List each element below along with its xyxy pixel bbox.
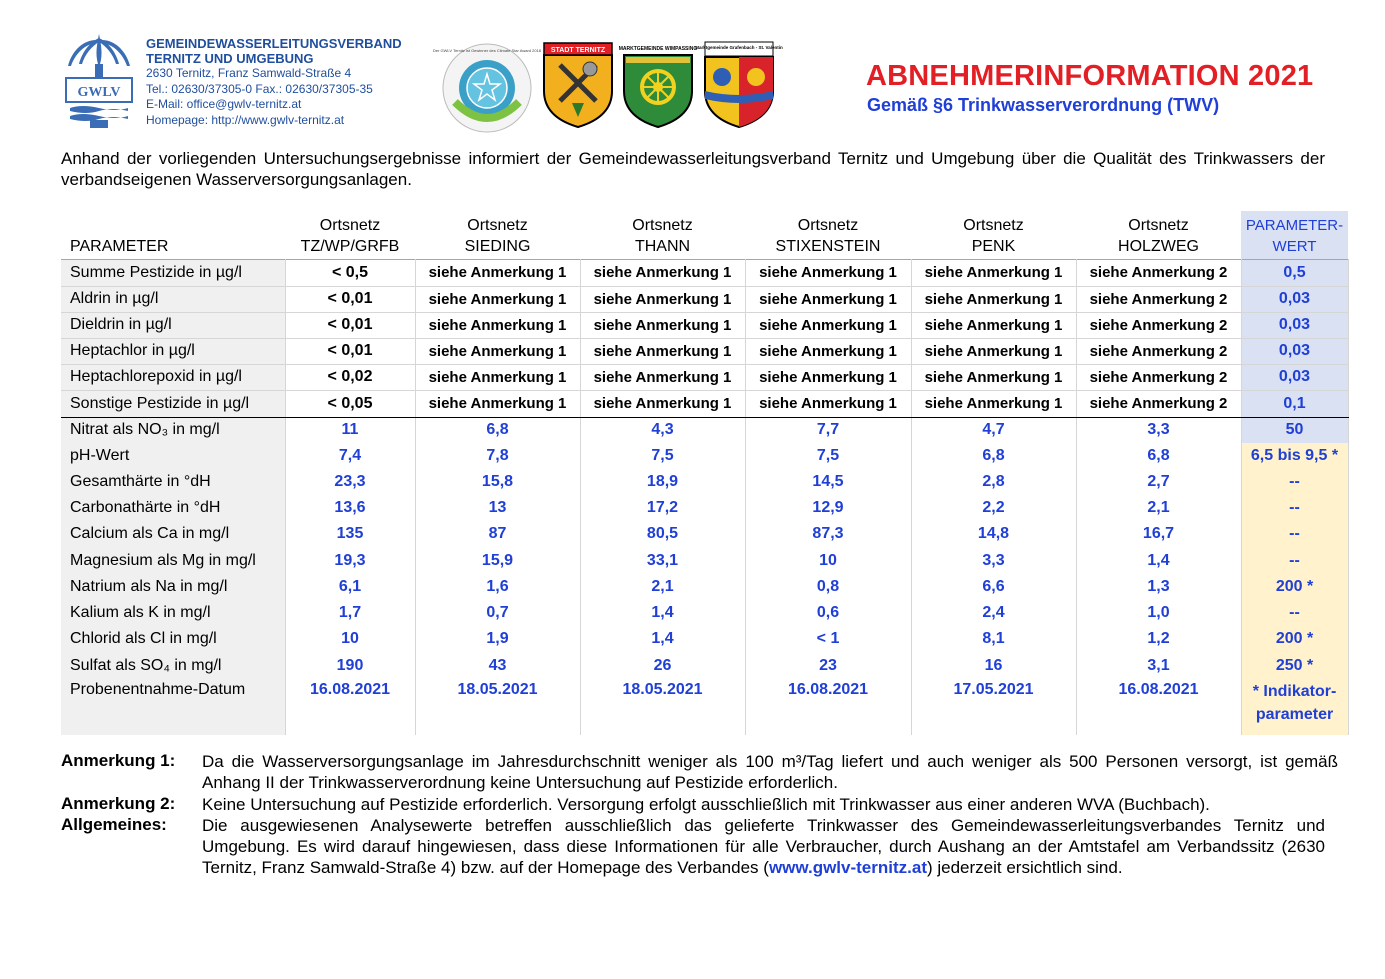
value-cell: 18,9: [580, 469, 745, 495]
value-cell: siehe Anmerkung 1: [745, 390, 911, 417]
page-subtitle: Gemäß §6 Trinkwasserverordnung (TWV): [867, 95, 1220, 115]
value-cell: 11: [285, 417, 415, 443]
value-cell: 17.05.2021: [911, 679, 1076, 735]
parameter-value-cell: --: [1241, 469, 1348, 495]
table-row: [61, 600, 1348, 626]
value-cell: 7,8: [415, 443, 580, 469]
org-address: 2630 Ternitz, Franz Samwald-Straße 4: [146, 66, 352, 80]
value-cell: < 0,05: [285, 390, 415, 417]
parameter-name: Chlorid als Cl in mg/l: [61, 626, 285, 652]
value-cell: 80,5: [580, 521, 745, 547]
parameter-name: Probenentnahme-Datum: [61, 679, 285, 735]
value-cell: siehe Anmerkung 1: [415, 390, 580, 417]
value-cell: siehe Anmerkung 1: [580, 338, 745, 364]
value-cell: 7,7: [745, 417, 911, 443]
value-cell: 16.08.2021: [745, 679, 911, 735]
value-cell: 14,5: [745, 469, 911, 495]
parameter-name: Nitrat als NO₃ in mg/l: [61, 417, 285, 443]
parameter-name: Sonstige Pestizide in µg/l: [61, 390, 285, 417]
table-row: [61, 679, 1348, 735]
value-cell: 15,9: [415, 547, 580, 574]
value-cell: siehe Anmerkung 1: [415, 312, 580, 338]
wimpassing-crest: [618, 41, 698, 129]
value-cell: 7,5: [580, 443, 745, 469]
parameter-name: Dieldrin in µg/l: [61, 312, 285, 338]
value-cell: 4,3: [580, 417, 745, 443]
value-cell: siehe Anmerkung 1: [745, 286, 911, 312]
value-cell: 13: [415, 495, 580, 521]
value-cell: siehe Anmerkung 2: [1076, 364, 1241, 390]
value-cell: siehe Anmerkung 2: [1076, 259, 1241, 286]
value-cell: 26: [580, 652, 745, 679]
value-cell: < 0,01: [285, 338, 415, 364]
homepage-link[interactable]: www.gwlv-ternitz.at: [768, 858, 927, 877]
value-cell: 6,8: [415, 417, 580, 443]
value-cell: < 0,01: [285, 286, 415, 312]
value-cell: 1,0: [1076, 600, 1241, 626]
parameter-value-cell: 0,03: [1241, 364, 1348, 390]
value-cell: siehe Anmerkung 1: [580, 286, 745, 312]
parameter-value-cell: 0,5: [1241, 259, 1348, 286]
table-row: [61, 443, 1348, 469]
crest-2-label: MARKTGEMEINDE WIMPASSING: [618, 46, 698, 52]
badge-text: Der GWLV Ternitz ist Gewinner des Climate Star Award 2018: [432, 48, 542, 53]
value-cell: siehe Anmerkung 1: [911, 390, 1076, 417]
value-cell: < 1: [745, 626, 911, 652]
value-cell: 12,9: [745, 495, 911, 521]
parameter-name: Heptachlor in µg/l: [61, 338, 285, 364]
value-cell: siehe Anmerkung 1: [911, 338, 1076, 364]
value-cell: siehe Anmerkung 1: [580, 390, 745, 417]
parameter-header: PARAMETER: [70, 237, 169, 255]
value-cell: 1,4: [580, 626, 745, 652]
value-cell: siehe Anmerkung 1: [415, 259, 580, 286]
value-cell: < 0,5: [285, 259, 415, 286]
value-cell: 6,1: [285, 574, 415, 600]
value-cell: 1,3: [1076, 574, 1241, 600]
parameter-value-cell: 200 *: [1241, 574, 1348, 600]
value-cell: 19,3: [285, 547, 415, 574]
crest-3-label: Marktgemeinde Grafenbach - St. Valentin: [695, 45, 783, 50]
value-cell: 1,4: [580, 600, 745, 626]
value-cell: 2,2: [911, 495, 1076, 521]
parameter-value-cell: 200 *: [1241, 626, 1348, 652]
parameter-name: Heptachlorepoxid in µg/l: [61, 364, 285, 390]
parameter-name: Gesamthärte in °dH: [61, 469, 285, 495]
value-cell: 10: [745, 547, 911, 574]
parameter-value-cell: --: [1241, 495, 1348, 521]
value-cell: siehe Anmerkung 1: [580, 312, 745, 338]
table-row: [61, 259, 1348, 286]
value-cell: 18.05.2021: [580, 679, 745, 735]
table-row: [61, 521, 1348, 547]
parameter-value-cell: 50: [1241, 417, 1348, 443]
value-cell: siehe Anmerkung 1: [415, 364, 580, 390]
table-row: [61, 364, 1348, 390]
column-header: Ortsnetz TZ/WP/GRFB: [300, 216, 400, 255]
value-cell: 2,7: [1076, 469, 1241, 495]
crest-1-label: STADT TERNITZ: [550, 47, 606, 54]
parameter-value-cell: * Indikator- parameter: [1241, 679, 1348, 735]
value-cell: 190: [285, 652, 415, 679]
parameter-value-cell: --: [1241, 521, 1348, 547]
table-row: [61, 495, 1348, 521]
value-cell: siehe Anmerkung 1: [911, 312, 1076, 338]
value-cell: 135: [285, 521, 415, 547]
value-cell: siehe Anmerkung 1: [745, 312, 911, 338]
climate-star-award-badge: [432, 42, 542, 134]
parameter-value-cell: 0,03: [1241, 312, 1348, 338]
column-header: Ortsnetz THANN: [632, 216, 693, 255]
parameter-name: Sulfat als SO₄ in mg/l: [61, 652, 285, 679]
note-2-label: Anmerkung 2:: [61, 794, 176, 813]
stadt-ternitz-crest: [542, 41, 614, 129]
value-cell: 3,3: [1076, 417, 1241, 443]
value-cell: 1,2: [1076, 626, 1241, 652]
parameter-name: Summe Pestizide in µg/l: [61, 259, 285, 286]
value-cell: 2,8: [911, 469, 1076, 495]
value-cell: 23: [745, 652, 911, 679]
parameter-name: Magnesium als Mg in mg/l: [61, 547, 285, 574]
value-cell: 1,9: [415, 626, 580, 652]
column-header: Ortsnetz STIXENSTEIN: [775, 216, 881, 255]
value-cell: 6,8: [911, 443, 1076, 469]
table-row: [61, 469, 1348, 495]
org-name-1: GEMEINDEWASSERLEITUNGSVERBAND: [146, 36, 402, 51]
value-cell: siehe Anmerkung 1: [745, 338, 911, 364]
parameter-value-cell: 6,5 bis 9,5 *: [1241, 443, 1348, 469]
value-cell: < 0,01: [285, 312, 415, 338]
parameter-value-cell: --: [1241, 600, 1348, 626]
table-row: [61, 338, 1348, 364]
grafenbach-crest: [695, 41, 783, 129]
value-cell: 14,8: [911, 521, 1076, 547]
gwlv-logo: [62, 30, 136, 130]
value-cell: 6,6: [911, 574, 1076, 600]
column-header: Ortsnetz PENK: [963, 216, 1024, 255]
value-cell: < 0,02: [285, 364, 415, 390]
value-cell: 2,4: [911, 600, 1076, 626]
note-2-text: Keine Untersuchung auf Pestizide erforderlich. Versorgung erfolgt ausschließlich mit Trinkwasser aus einer anderen WVA (Buchbach).: [202, 795, 1210, 814]
value-cell: siehe Anmerkung 1: [580, 364, 745, 390]
value-cell: 1,7: [285, 600, 415, 626]
value-cell: siehe Anmerkung 2: [1076, 390, 1241, 417]
value-cell: 17,2: [580, 495, 745, 521]
value-cell: 43: [415, 652, 580, 679]
value-cell: 3,1: [1076, 652, 1241, 679]
intro-paragraph: Anhand der vorliegenden Untersuchungsergebnisse informiert der Gemeindewasserleitungsverband Ternitz und Umgebung über die Qualität des Trinkwassers der verbandseigenen Wasserversorgungsanlagen.: [61, 149, 1325, 189]
value-cell: 0,7: [415, 600, 580, 626]
value-cell: 10: [285, 626, 415, 652]
value-cell: 3,3: [911, 547, 1076, 574]
table-row: [61, 626, 1348, 652]
value-cell: siehe Anmerkung 1: [415, 286, 580, 312]
value-cell: siehe Anmerkung 2: [1076, 312, 1241, 338]
value-cell: siehe Anmerkung 1: [415, 338, 580, 364]
table-header-row: [61, 211, 1348, 259]
value-cell: 4,7: [911, 417, 1076, 443]
parameter-name: Calcium als Ca in mg/l: [61, 521, 285, 547]
org-homepage[interactable]: Homepage: http://www.gwlv-ternitz.at: [146, 112, 345, 127]
note-1-label: Anmerkung 1:: [61, 751, 176, 770]
value-cell: siehe Anmerkung 2: [1076, 286, 1241, 312]
column-header: Ortsnetz HOLZWEG: [1118, 216, 1199, 255]
table-row: [61, 286, 1348, 312]
value-cell: 23,3: [285, 469, 415, 495]
parameter-value-cell: 0,03: [1241, 338, 1348, 364]
value-cell: 15,8: [415, 469, 580, 495]
value-cell: 7,5: [745, 443, 911, 469]
value-cell: siehe Anmerkung 2: [1076, 338, 1241, 364]
parameter-name: pH-Wert: [61, 443, 285, 469]
value-cell: 6,8: [1076, 443, 1241, 469]
table-row: [61, 417, 1348, 443]
value-cell: 16.08.2021: [285, 679, 415, 735]
table-row: [61, 574, 1348, 600]
note-general-label: Allgemeines:: [61, 815, 167, 834]
table-row: [61, 547, 1348, 574]
logo-text: GWLV: [77, 85, 121, 100]
water-quality-table: [61, 211, 1349, 735]
page-title: ABNEHMERINFORMATION 2021: [866, 60, 1314, 92]
table-row: [61, 312, 1348, 338]
value-cell: siehe Anmerkung 1: [911, 259, 1076, 286]
value-cell: 1,6: [415, 574, 580, 600]
value-cell: siehe Anmerkung 1: [911, 286, 1076, 312]
parameter-value-cell: 0,1: [1241, 390, 1348, 417]
value-cell: 18.05.2021: [415, 679, 580, 735]
parameter-name: Kalium als K in mg/l: [61, 600, 285, 626]
column-header: Ortsnetz SIEDING: [464, 216, 531, 255]
parameter-value-header: PARAMETER- WERT: [1241, 211, 1348, 259]
value-cell: 0,8: [745, 574, 911, 600]
value-cell: 13,6: [285, 495, 415, 521]
org-name-2: TERNITZ UND UMGEBUNG: [146, 51, 314, 66]
value-cell: 87,3: [745, 521, 911, 547]
note-general-text: Die ausgewiesenen Analysewerte betreffen ausschließlich das gelieferte Trinkwasser des Gemeindewasserleitungsverbandes Ternitz und Umgebung. Es wird darauf hingewiesen, dass diese Informationen für alle Verbraucher, durch Aushang an der Amtstafel am Verbandssitz (2630 Ternitz, Franz Samwald-Straße 4) bzw. auf der Homepage des Verbandes (www.gwlv-ternitz.at) jederzeit ersichtlich sind.: [202, 816, 1325, 877]
note-1-text: Da die Wasserversorgungsanlage im Jahresdurchschnitt weniger als 100 m³/Tag liefert und auch weniger als 500 Personen versorgt, ist gemäß Anhang II der Trinkwasserverordnung keine Untersuchung auf Pestizide erforderlich.: [202, 752, 1338, 792]
value-cell: 16,7: [1076, 521, 1241, 547]
parameter-name: Carbonathärte in °dH: [61, 495, 285, 521]
value-cell: siehe Anmerkung 1: [745, 364, 911, 390]
value-cell: 7,4: [285, 443, 415, 469]
value-cell: 2,1: [1076, 495, 1241, 521]
value-cell: 1,4: [1076, 547, 1241, 574]
value-cell: 16: [911, 652, 1076, 679]
value-cell: 16.08.2021: [1076, 679, 1241, 735]
value-cell: 2,1: [580, 574, 745, 600]
table-row: [61, 390, 1348, 417]
parameter-value-cell: 0,03: [1241, 286, 1348, 312]
value-cell: 0,6: [745, 600, 911, 626]
value-cell: siehe Anmerkung 1: [911, 364, 1076, 390]
organization-info: [146, 36, 402, 128]
value-cell: 33,1: [580, 547, 745, 574]
parameter-value-cell: 250 *: [1241, 652, 1348, 679]
value-cell: siehe Anmerkung 1: [745, 259, 911, 286]
org-email: E-Mail: office@gwlv-ternitz.at: [146, 97, 302, 111]
value-cell: siehe Anmerkung 1: [580, 259, 745, 286]
value-cell: 8,1: [911, 626, 1076, 652]
parameter-value-cell: --: [1241, 547, 1348, 574]
parameter-name: Natrium als Na in mg/l: [61, 574, 285, 600]
parameter-name: Aldrin in µg/l: [61, 286, 285, 312]
value-cell: 87: [415, 521, 580, 547]
org-phone: Tel.: 02630/37305-0 Fax.: 02630/37305-35: [146, 81, 373, 96]
table-row: [61, 652, 1348, 679]
